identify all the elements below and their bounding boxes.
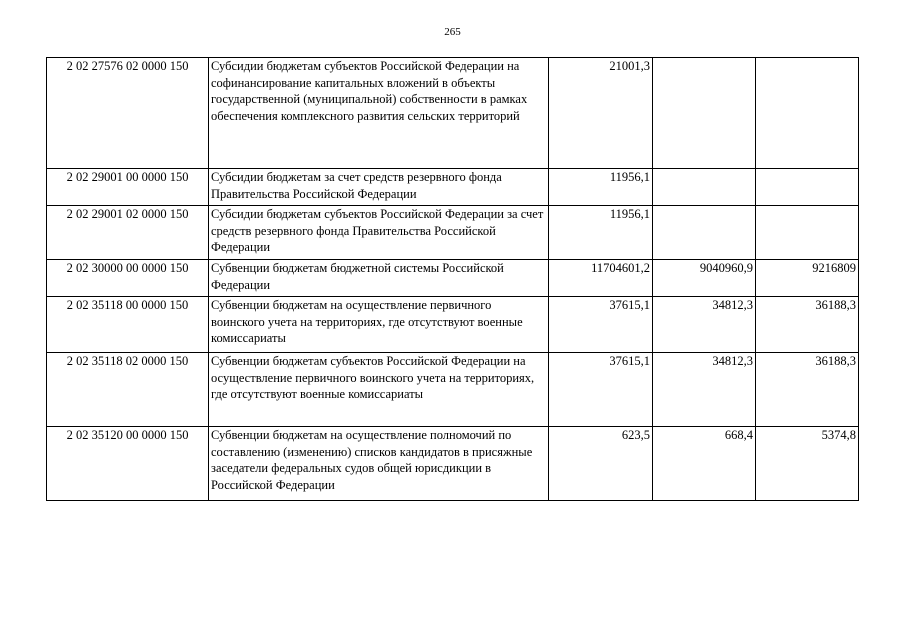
amount-year-1-cell: 623,5: [549, 427, 653, 501]
amount-year-2-cell: [653, 206, 756, 260]
description-cell: Субвенции бюджетам на осуществление полномочий по составлению (изменению) списков кандидатов в присяжные заседатели федеральных судов общей юрисдикции в Российской Федерации: [209, 427, 549, 501]
amount-year-3-cell: [756, 206, 859, 260]
page-number: 265: [444, 26, 461, 38]
amount-year-3-cell: 36188,3: [756, 297, 859, 353]
amount-year-3-cell: 9216809: [756, 260, 859, 297]
amount-year-2-cell: 34812,3: [653, 353, 756, 427]
table-row: [47, 353, 859, 427]
amount-year-1-cell: 21001,3: [549, 58, 653, 169]
amount-year-1-cell: 11704601,2: [549, 260, 653, 297]
amount-year-1-cell: 11956,1: [549, 206, 653, 260]
budget-code-cell: 2 02 27576 02 0000 150: [47, 58, 209, 169]
description-cell: Субсидии бюджетам субъектов Российской Федерации на софинансирование капитальных вложений в объекты государственной (муниципальной) собственности в рамках обеспечения комплексного развития сельских территорий: [209, 58, 549, 169]
description-cell: Субвенции бюджетам на осуществление первичного воинского учета на территориях, где отсутствуют военные комиссариаты: [209, 297, 549, 353]
amount-year-1-cell: 37615,1: [549, 297, 653, 353]
budget-code-cell: 2 02 35120 00 0000 150: [47, 427, 209, 501]
amount-year-3-cell: [756, 58, 859, 169]
amount-year-2-cell: [653, 58, 756, 169]
amount-year-3-cell: 5374,8: [756, 427, 859, 501]
description-cell: Субсидии бюджетам за счет средств резервного фонда Правительства Российской Федерации: [209, 169, 549, 206]
budget-code-cell: 2 02 35118 02 0000 150: [47, 353, 209, 427]
amount-year-2-cell: 668,4: [653, 427, 756, 501]
amount-year-1-cell: 37615,1: [549, 353, 653, 427]
budget-code-cell: 2 02 35118 00 0000 150: [47, 297, 209, 353]
table-row: [47, 206, 859, 260]
description-cell: Субвенции бюджетам бюджетной системы Российской Федерации: [209, 260, 549, 297]
budget-code-cell: 2 02 29001 00 0000 150: [47, 169, 209, 206]
description-cell: Субвенции бюджетам субъектов Российской Федерации на осуществление первичного воинского учета на территориях, где отсутствуют военные комиссариаты: [209, 353, 549, 427]
amount-year-2-cell: 34812,3: [653, 297, 756, 353]
budget-code-cell: 2 02 30000 00 0000 150: [47, 260, 209, 297]
table-row: [47, 260, 859, 297]
budget-code-cell: 2 02 29001 02 0000 150: [47, 206, 209, 260]
amount-year-3-cell: [756, 169, 859, 206]
table-row: [47, 427, 859, 501]
amount-year-1-cell: 11956,1: [549, 169, 653, 206]
amount-year-2-cell: 9040960,9: [653, 260, 756, 297]
table-row: [47, 169, 859, 206]
amount-year-2-cell: [653, 169, 756, 206]
table-row: [47, 58, 859, 169]
amount-year-3-cell: 36188,3: [756, 353, 859, 427]
description-cell: Субсидии бюджетам субъектов Российской Федерации за счет средств резервного фонда Правительства Российской Федерации: [209, 206, 549, 260]
table-row: [47, 297, 859, 353]
budget-revenue-table: [46, 57, 859, 501]
